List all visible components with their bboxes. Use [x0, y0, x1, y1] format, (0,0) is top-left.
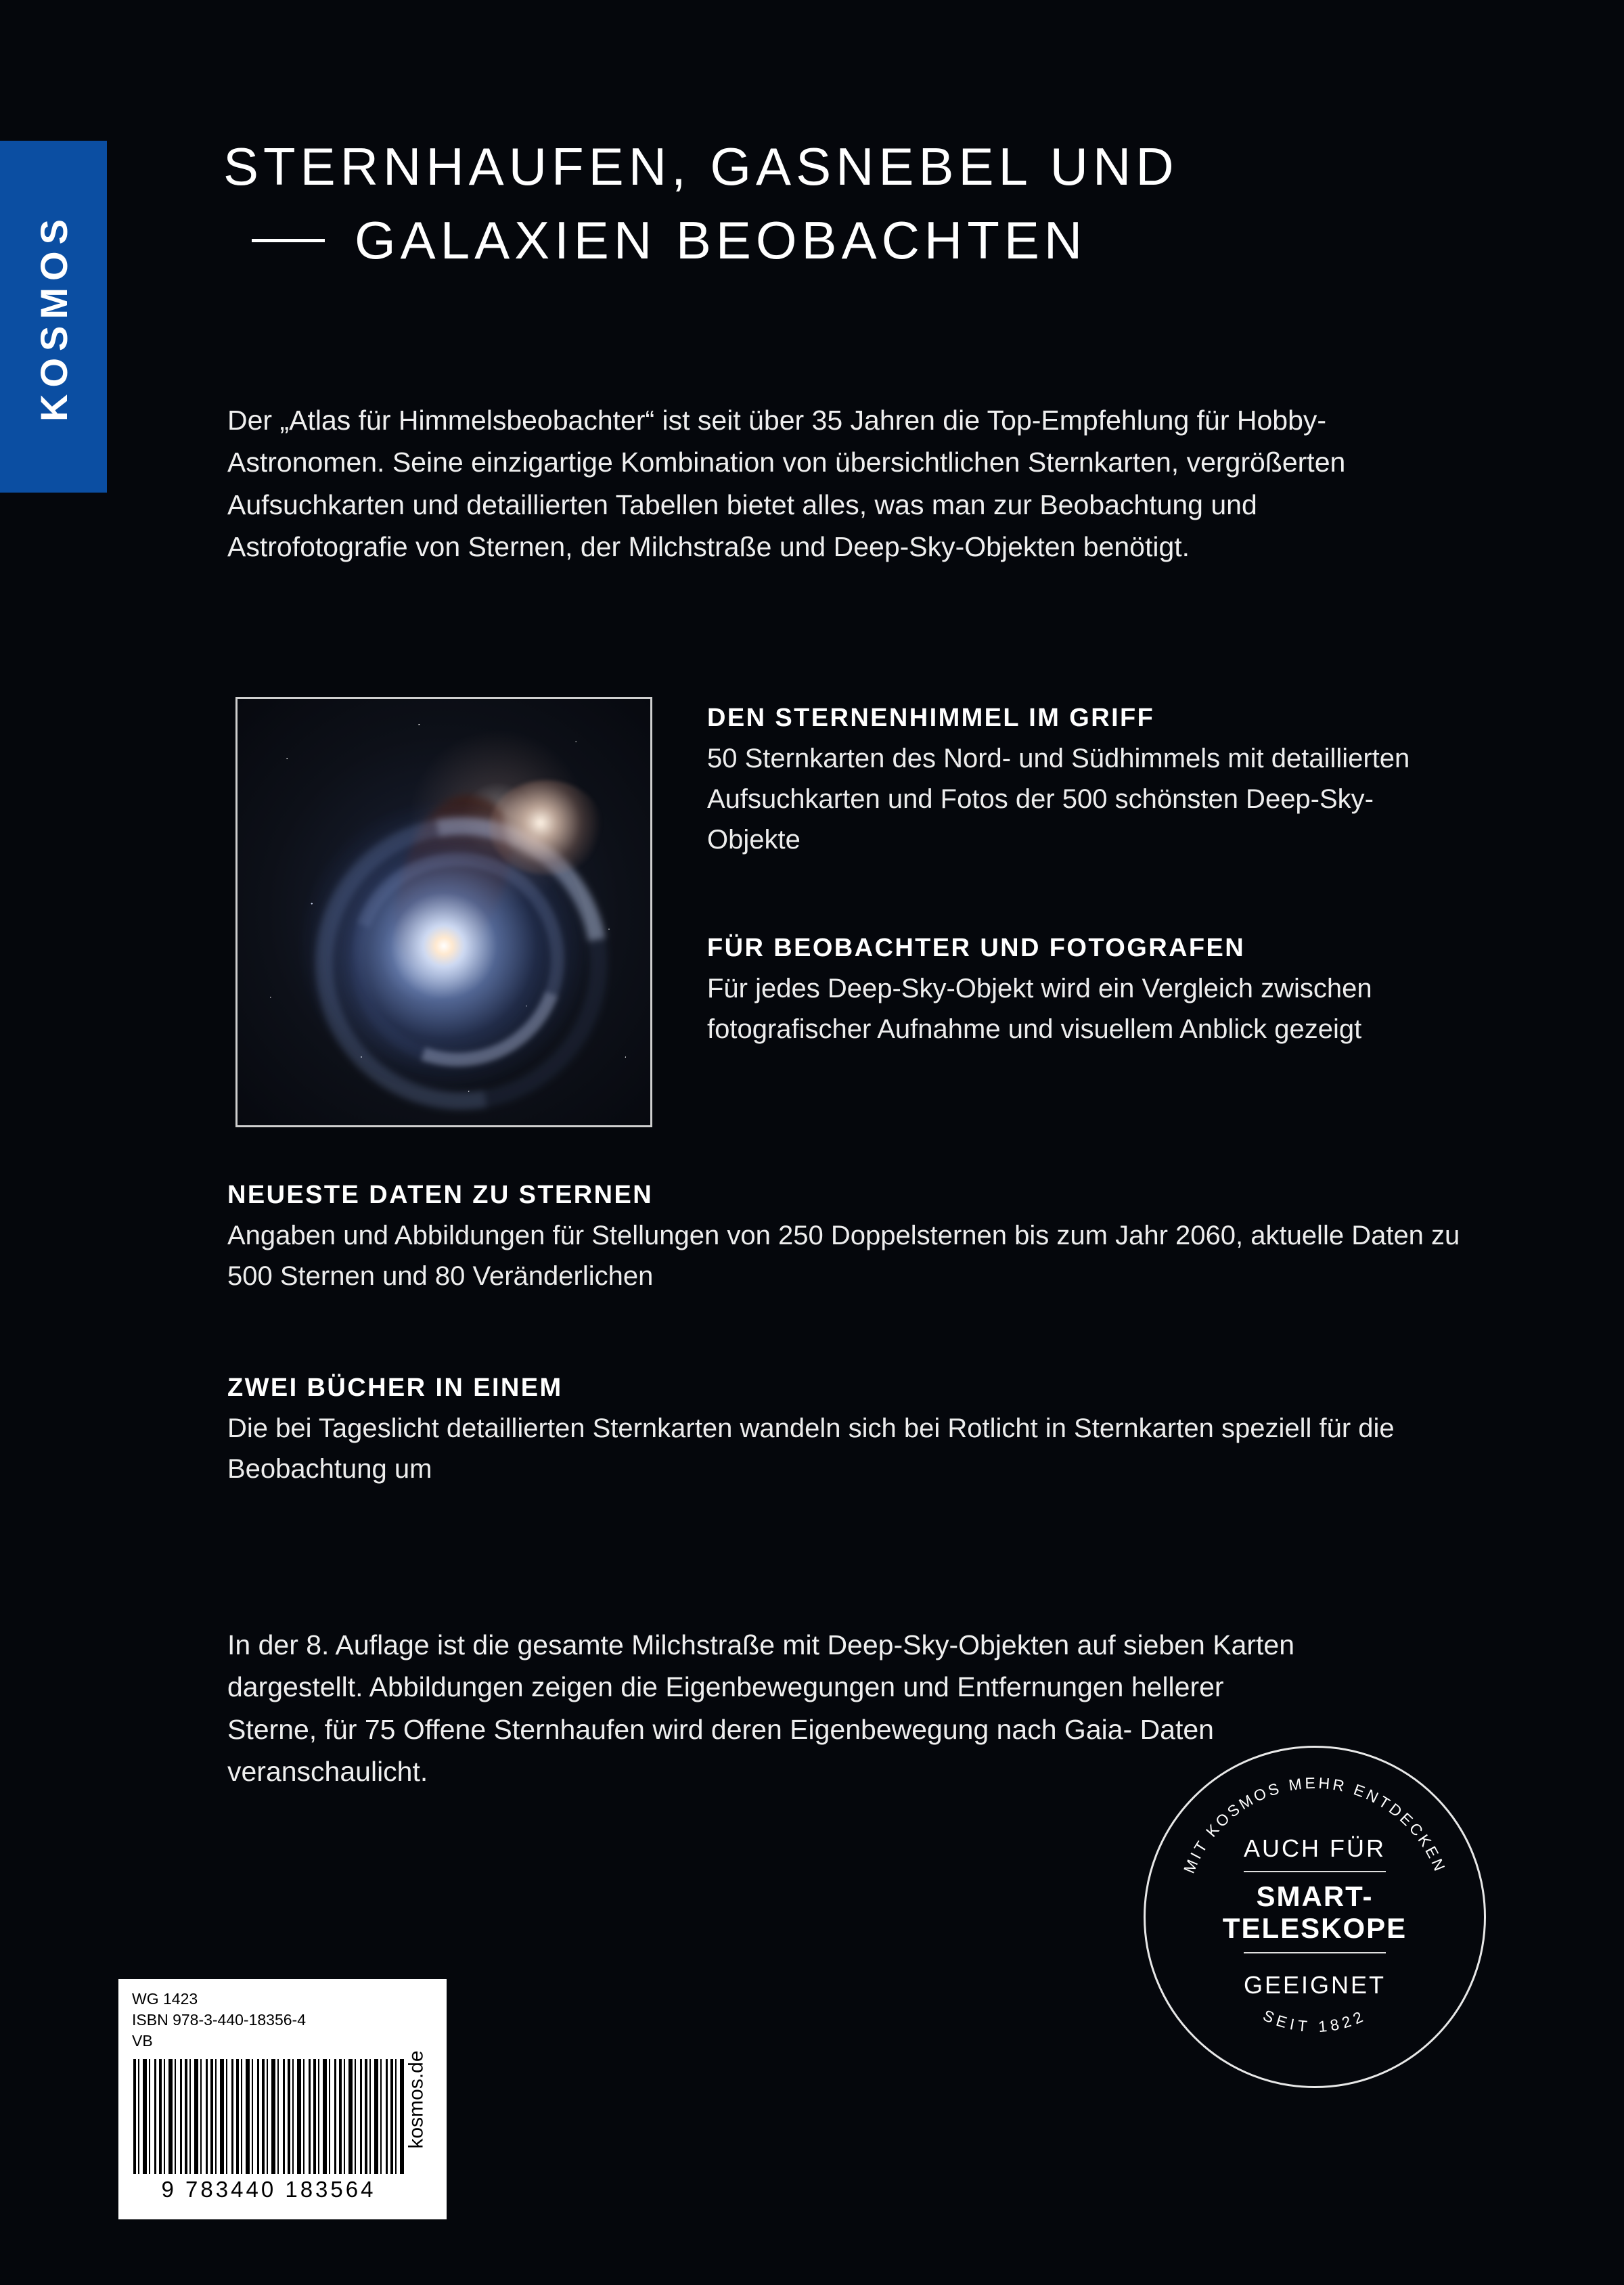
closing-paragraph: In der 8. Auflage ist die gesamte Milchstraße mit Deep-Sky-Objekten auf sieben Karten dargestellt. Abbildungen zeigen die Eigenbewegungen und Entfernungen hellerer Sterne, für 75 Offene Sternhaufen wird deren Eigenbewegung nach Gaia- Daten veranschaulicht.	[227, 1629, 1294, 1787]
barcode-bars	[133, 2059, 404, 2174]
feature-block-2	[707, 934, 1472, 1049]
barcode-number: 9 783440 183564	[161, 2177, 376, 2202]
companion-galaxy-decoration	[489, 780, 603, 875]
feature-text-1: 50 Sternkarten des Nord- und Südhimmels mit detaillierten Aufsuchkarten und Fotos der 500 schönsten Deep-Sky-Objekte	[707, 744, 1410, 855]
feature-title-1: DEN STERNENHIMMEL IM GRIFF	[707, 704, 1155, 732]
seal-divider-top	[1244, 1871, 1386, 1872]
seal-arc-bottom-text: SEIT 1822	[1260, 2006, 1370, 2036]
publisher-website-text: kosmos.de	[405, 2050, 428, 2149]
feature-title-2: FÜR BEOBACHTER UND FOTOGRAFEN	[707, 934, 1246, 962]
feature-block-4	[227, 1374, 1466, 1489]
feature-text-2: Für jedes Deep-Sky-Objekt wird ein Vergleich zwischen fotografischer Aufnahme und visuellem Anblick gezeigt	[707, 974, 1372, 1044]
publisher-logo-text: KOSMOS	[32, 212, 75, 422]
smart-telescope-seal	[1144, 1746, 1486, 2088]
isbn-code: ISBN 978-3-440-18356-4	[132, 2011, 306, 2029]
publisher-logo-tab	[0, 141, 107, 493]
feature-text-3: Angaben und Abbildungen für Stellungen von 250 Doppelsternen bis zum Jahr 2060, aktuelle Daten zu 500 Sternen und 80 Veränderlichen	[227, 1221, 1460, 1291]
page-title-line-1: STERNHAUFEN, GASNEBEL UND	[223, 137, 1179, 196]
feature-block-3	[227, 1181, 1466, 1296]
seal-arc-top-text: MIT KOSMOS MEHR ENTDECKEN	[1179, 1773, 1450, 1876]
feature-text-4: Die bei Tageslicht detaillierten Sternkarten wandeln sich bei Rotlicht in Sternkarten speziell für die Beobachtung um	[227, 1413, 1395, 1484]
barcode-block	[118, 1979, 447, 2219]
seal-line-auch-fuer: AUCH FÜR	[1244, 1834, 1386, 1862]
intro-paragraph: Der „Atlas für Himmelsbeobachter“ ist seit über 35 Jahren die Top-Empfehlung für Hobby-Astronomen. Seine einzigartige Kombination von übersichtlichen Sternkarten, vergrößerten Aufsuchkarten und detaillierten Tabellen bietet alles, was man zur Beobachtung und Astrofotografie von Sternen, der Milchstraße und Deep-Sky-Objekten benötigt.	[227, 405, 1346, 562]
feature-title-4: ZWEI BÜCHER IN EINEM	[227, 1374, 563, 1402]
page-title	[223, 135, 1495, 271]
seal-line-geeignet: GEEIGNET	[1243, 1971, 1386, 1999]
seal-line-teleskope: TELESKOPE	[1222, 1912, 1407, 1944]
publisher-website[interactable]	[395, 1979, 438, 2219]
galaxy-photo	[235, 697, 652, 1127]
seal-line-smart: SMART-	[1256, 1880, 1374, 1912]
barcode-codes	[132, 1989, 306, 2052]
feature-title-3: NEUESTE DATEN ZU STERNEN	[227, 1181, 654, 1209]
feature-block-1	[707, 704, 1451, 860]
seal-divider-bottom	[1244, 1952, 1386, 1953]
title-divider-rule	[252, 239, 325, 242]
warengruppe-code: WG 1423	[132, 1990, 198, 2008]
vb-code: VB	[132, 2032, 153, 2050]
page-title-line-2: GALAXIEN BEOBACHTEN	[355, 210, 1087, 271]
